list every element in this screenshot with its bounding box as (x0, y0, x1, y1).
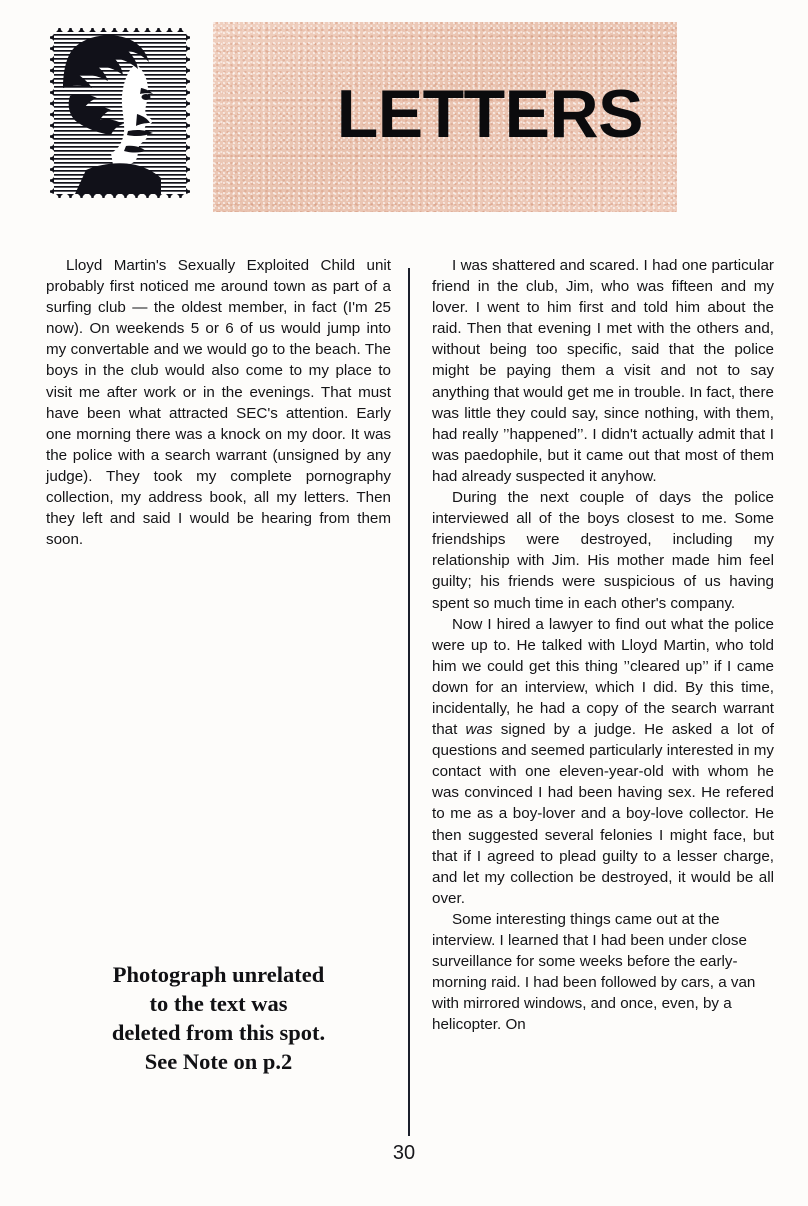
column-right (432, 255, 774, 1035)
photo-note-line: See Note on p.2 (144, 1049, 293, 1074)
emphasised-word: was (465, 721, 493, 739)
photo-note-line: to the text was (149, 991, 288, 1016)
paragraph: Lloyd Martin's Sexually Exploited Child unit probably first noticed me around town as part of a surfing club — the oldest member, in fact (I'm 25 now). On weekends 5 or 6 of us would jump into my convertable and we would go to the beach. The boys in the club would also come to my place to visit me after work or in the evenings. That must have been what attracted SEC's attention. Early one morning there was a knock on my door. It was the police with a search warrant (unsigned by any judge). They took my complete pornography collection, my address book, all my letters. Then they left and said I would be hearing from them soon. (46, 257, 391, 549)
photo-deleted-note (46, 960, 391, 1076)
masthead (0, 0, 808, 232)
paragraph: Some interesting things came out at the interview. I learned that I had been under close surveillance for some weeks before the early-morning raid. I had been followed by cars, a van with mirrored windows, and once, even, by a helicopter. On (432, 910, 756, 1034)
photo-note-line: deleted from this spot. (111, 1020, 326, 1045)
page-number: 30 (392, 1142, 416, 1164)
postage-stamp-icon (40, 18, 200, 214)
page-title: LETTERS (336, 76, 643, 152)
paragraph: During the next couple of days the police interviewed all of the boys closest to me. Some friendships were destroyed, including my relationship with Jim. His mother made him feel guilty; his friends were suspicious of us having spent so much time in each other's company. (432, 489, 774, 612)
paragraph: I was shattered and scared. I had one particular friend in the club, Jim, who was fifteen and my lover. I went to him first and told him about the raid. Then that evening I met with the others and, without being too specific, said that the police might be paying them a visit and not to say anything that would get me in trouble. In fact, there was little they could say, since nothing, with them, had really ’’happened’’. I didn't actually admit that I was paedophile, but it came out that most of them had already suspected it anyhow. (432, 257, 774, 485)
photo-note-line: Photograph unrelated (112, 962, 325, 987)
paragraph: Now I hired a lawyer to find out what the police were up to. He talked with Lloyd Martin, who told him we could get this thing ’’cleared up’’ if I came down for an interview, which I did. By this time, incidentally, he had a copy of the search warrant that was signed by a judge. He asked a lot of questions and seemed particularly interested in my contact with one eleven-year-old with whom he was convinced I had been having sex. He refered to me as a boy-lover and a boy-love collector. He then suggested several felonies I might face, but that if I agreed to plead guilty to a lesser charge, and let my collection be destroyed, it would be all over. (432, 615, 774, 907)
letters-banner (213, 22, 677, 212)
column-left (46, 255, 391, 550)
